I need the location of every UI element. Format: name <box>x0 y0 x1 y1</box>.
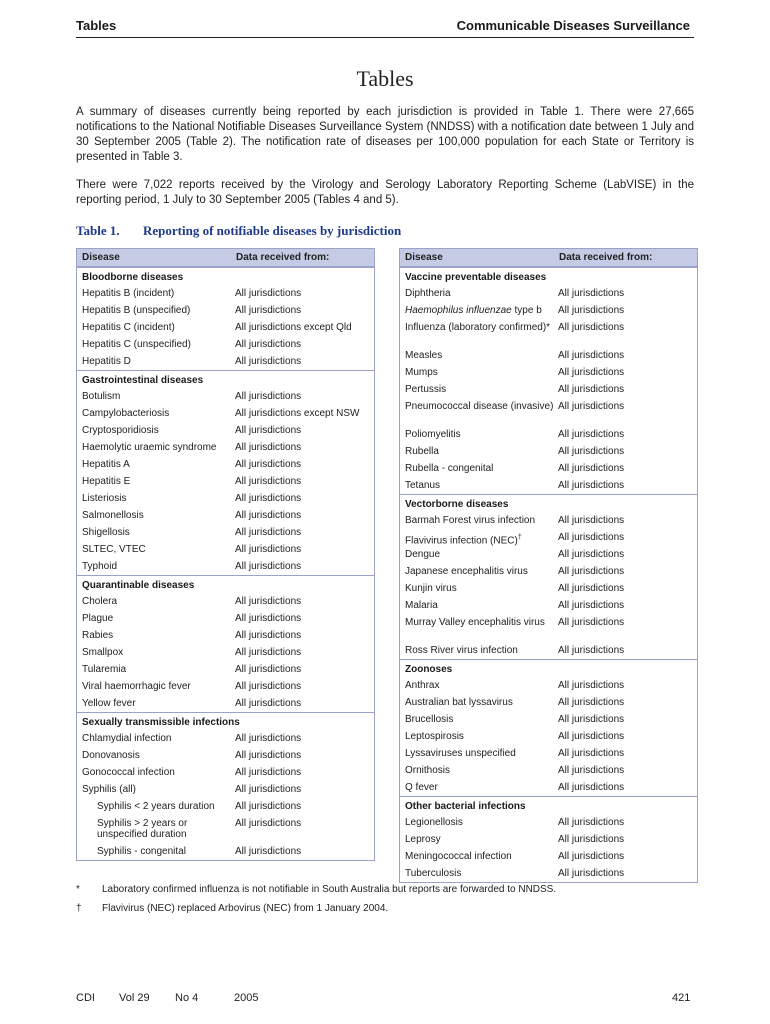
disease-name <box>400 305 558 319</box>
disease-name <box>400 731 558 745</box>
footer-year: 2005 <box>234 992 259 1004</box>
disease-table-right <box>399 248 698 883</box>
table-row <box>400 745 697 762</box>
disease-name <box>77 425 235 439</box>
data-received: All jurisdictions <box>558 367 625 378</box>
data-received: All jurisdictions <box>235 544 302 555</box>
data-received: All jurisdictions <box>235 561 302 572</box>
disease-name-text: Hepatitis B (incident) <box>82 288 175 299</box>
disease-name-text: Diphtheria <box>405 288 451 299</box>
column-header-disease: Disease <box>82 252 120 263</box>
data-received: All jurisdictions <box>235 305 302 316</box>
header-section-name: Tables <box>76 18 117 33</box>
disease-name-text: Shigellosis <box>82 527 130 538</box>
table-row <box>400 597 697 614</box>
disease-name-text: Tuberculosis <box>405 868 462 880</box>
data-received: All jurisdictions <box>235 698 302 709</box>
disease-name <box>400 429 558 443</box>
disease-name <box>77 801 235 815</box>
data-received: All jurisdictions <box>235 425 302 436</box>
disease-name-text: Poliomyelitis <box>405 429 461 440</box>
disease-name <box>77 510 235 524</box>
table-row <box>77 627 374 644</box>
disease-name-text: Murray Valley encephalitis virus <box>405 617 545 629</box>
table-row <box>77 747 374 764</box>
section-heading: Vectorborne diseases <box>400 494 697 512</box>
disease-name-text: SLTEC, VTEC <box>82 544 146 555</box>
disease-name <box>77 818 235 843</box>
table-row <box>400 398 697 426</box>
data-received: All jurisdictions <box>235 442 302 453</box>
data-received: All jurisdictions <box>235 647 302 658</box>
disease-name <box>77 733 235 747</box>
disease-name <box>400 401 558 426</box>
disease-name-text: Rabies <box>82 630 114 641</box>
disease-name-text: Anthrax <box>405 680 440 692</box>
table-row <box>400 677 697 694</box>
table-section <box>77 267 374 370</box>
table-row <box>400 831 697 848</box>
disease-name <box>400 532 558 546</box>
column-header-data-received: Data received from: <box>236 252 330 263</box>
table-row <box>400 381 697 398</box>
table-row <box>77 798 374 815</box>
footer-journal: CDI <box>76 992 95 1004</box>
disease-name-text: Pneumococcal disease (invasive) <box>405 401 554 412</box>
data-received: All jurisdictions <box>235 596 302 607</box>
disease-name-text: Listeriosis <box>82 493 127 504</box>
disease-name <box>77 698 235 712</box>
section-heading: Bloodborne diseases <box>77 267 374 285</box>
table-section <box>400 659 697 796</box>
disease-name-text: Hepatitis A <box>82 459 130 470</box>
disease-name-text: Syphilis (all) <box>82 784 136 795</box>
table-row <box>77 764 374 781</box>
disease-name <box>77 596 235 610</box>
data-received: All jurisdictions <box>235 510 302 521</box>
table-number: Table 1. <box>76 223 120 238</box>
data-received: All jurisdictions <box>235 664 302 675</box>
disease-name-text: Viral haemorrhagic fever <box>82 681 191 692</box>
table-row <box>400 563 697 580</box>
table-row <box>77 695 374 712</box>
table-row <box>77 815 374 843</box>
disease-name-text: Campylobacteriosis <box>82 408 170 419</box>
disease-name <box>400 322 558 347</box>
table-row <box>77 353 374 370</box>
disease-name-text: Typhoid <box>82 561 118 572</box>
disease-name-text: Syphilis > 2 years or unspecified duration <box>97 818 188 840</box>
disease-name-text: Leprosy <box>405 834 441 846</box>
disease-name <box>400 350 558 364</box>
table-row <box>77 302 374 319</box>
disease-name-text: Hepatitis D <box>82 356 131 367</box>
footnote-text: Laboratory confirmed influenza is not notifiable in South Australia but reports are forwarded to NNDSS. <box>102 884 557 895</box>
disease-name <box>400 463 558 477</box>
table-header-row <box>77 249 374 267</box>
table-row <box>77 524 374 541</box>
table-row <box>77 678 374 695</box>
disease-name <box>77 442 235 456</box>
table-row <box>77 456 374 473</box>
section-heading: Zoonoses <box>400 659 697 677</box>
data-received: All jurisdictions <box>558 350 625 361</box>
disease-name-text: Smallpox <box>82 647 124 658</box>
table-row <box>400 580 697 597</box>
table-row <box>77 336 374 353</box>
section-heading: Quarantinable diseases <box>77 575 374 593</box>
data-received: All jurisdictions <box>235 527 302 538</box>
disease-name <box>77 356 235 370</box>
data-received: All jurisdictions <box>235 288 302 299</box>
data-received: All jurisdictions <box>558 549 625 561</box>
disease-name <box>400 697 558 711</box>
disease-name-text: Australian bat lyssavirus <box>405 697 513 709</box>
disease-name <box>77 322 235 336</box>
disease-name-text: Donovanosis <box>82 750 140 761</box>
data-received: All jurisdictions <box>558 515 625 526</box>
footer-page-number: 421 <box>672 992 691 1004</box>
disease-name-text: Ornithosis <box>405 765 451 777</box>
table-section <box>77 575 374 712</box>
table-row <box>77 473 374 490</box>
table-section <box>400 494 697 659</box>
column-header-disease: Disease <box>405 252 443 263</box>
disease-name-text: Brucellosis <box>405 714 454 726</box>
data-received: All jurisdictions <box>235 356 302 367</box>
disease-name-text: Barmah Forest virus infection <box>405 515 536 526</box>
data-received: All jurisdictions <box>558 322 625 333</box>
disease-name <box>400 817 558 831</box>
table-row <box>77 730 374 747</box>
disease-name <box>400 645 558 659</box>
table-row <box>400 848 697 865</box>
table-caption <box>76 223 401 239</box>
data-received: All jurisdictions <box>235 493 302 504</box>
table-row <box>400 529 697 546</box>
disease-name-text: Cryptosporidiosis <box>82 425 159 436</box>
data-received: All jurisdictions <box>558 463 625 474</box>
disease-name <box>77 527 235 541</box>
data-received: All jurisdictions <box>558 834 625 846</box>
table-row <box>400 642 697 659</box>
table-section <box>77 370 374 575</box>
data-received: All jurisdictions <box>558 765 625 777</box>
section-heading: Gastrointestinal diseases <box>77 370 374 388</box>
data-received: All jurisdictions <box>235 630 302 641</box>
table-row <box>400 728 697 745</box>
disease-name-text: Salmonellosis <box>82 510 144 521</box>
footnote-reference: † <box>517 534 522 541</box>
disease-name <box>400 446 558 460</box>
data-received: All jurisdictions <box>235 459 302 470</box>
disease-name-text: Measles <box>405 350 443 361</box>
data-received: All jurisdictions <box>558 731 625 743</box>
footer-volume: Vol 29 <box>119 992 150 1004</box>
table-row <box>77 285 374 302</box>
table-section <box>77 712 374 860</box>
disease-name <box>400 834 558 848</box>
disease-name <box>77 846 235 860</box>
disease-name-text: type b <box>511 305 542 316</box>
data-received: All jurisdictions <box>558 600 625 612</box>
data-received: All jurisdictions <box>235 750 302 761</box>
data-received: All jurisdictions <box>558 384 625 395</box>
disease-name-text: Leptospirosis <box>405 731 464 743</box>
table-row <box>77 507 374 524</box>
data-received: All jurisdictions <box>235 391 302 402</box>
data-received: All jurisdictions except Qld <box>235 322 352 333</box>
disease-name-text: Chlamydial infection <box>82 733 172 744</box>
data-received: All jurisdictions except NSW <box>235 408 360 419</box>
table-row <box>400 614 697 642</box>
header-journal-section: Communicable Diseases Surveillance <box>456 18 690 33</box>
data-received: All jurisdictions <box>235 733 302 744</box>
disease-name <box>77 784 235 798</box>
footnote-mark: * <box>76 884 80 895</box>
disease-name-text: Rubella <box>405 446 439 457</box>
footer-issue: No 4 <box>175 992 199 1004</box>
data-received: All jurisdictions <box>235 767 302 778</box>
data-received: All jurisdictions <box>558 446 625 457</box>
disease-name <box>77 664 235 678</box>
disease-name <box>400 480 558 494</box>
disease-name-text: Tetanus <box>405 480 441 491</box>
disease-name-text: Rubella - congenital <box>405 463 494 474</box>
disease-name <box>400 367 558 381</box>
data-received: All jurisdictions <box>558 480 625 491</box>
data-received: All jurisdictions <box>235 476 302 487</box>
disease-name <box>400 617 558 642</box>
table-row <box>77 319 374 336</box>
table-section <box>400 796 697 882</box>
section-heading: Sexually transmissible infections <box>77 712 374 730</box>
table-row <box>77 422 374 439</box>
data-received: All jurisdictions <box>558 851 625 863</box>
disease-name-text: Yellow fever <box>82 698 136 709</box>
disease-name-text: Japanese encephalitis virus <box>405 566 528 578</box>
disease-name <box>77 544 235 558</box>
disease-name-text: Hepatitis E <box>82 476 131 487</box>
disease-name <box>400 515 558 529</box>
data-received: All jurisdictions <box>235 339 302 350</box>
data-received: All jurisdictions <box>558 532 625 543</box>
disease-name <box>77 493 235 507</box>
disease-name <box>400 714 558 728</box>
disease-name <box>77 305 235 319</box>
table-row <box>400 426 697 443</box>
table-row <box>77 388 374 405</box>
table-section <box>400 267 697 494</box>
table-row <box>400 814 697 831</box>
disease-name <box>400 566 558 580</box>
table-row <box>77 843 374 860</box>
disease-name-text: Influenza (laboratory confirmed)* <box>405 322 551 333</box>
disease-name-text: Syphilis - congenital <box>97 846 186 857</box>
table-row <box>400 762 697 779</box>
data-received: All jurisdictions <box>558 868 625 880</box>
disease-name-text: Syphilis < 2 years duration <box>97 801 215 812</box>
data-received: All jurisdictions <box>558 748 625 760</box>
table-row <box>400 512 697 529</box>
data-received: All jurisdictions <box>558 680 625 692</box>
section-heading: Other bacterial infections <box>400 796 697 814</box>
data-received: All jurisdictions <box>558 697 625 709</box>
intro-paragraph-2: There were 7,022 reports received by the Virology and Serology Laboratory Reporting Scheme (LabVISE) in the reporting period, 1 July to 30 September 2005 (Tables 4 and 5). <box>76 179 694 206</box>
disease-name <box>77 613 235 627</box>
disease-name-text: Gonococcal infection <box>82 767 175 778</box>
data-received: All jurisdictions <box>235 818 302 829</box>
table-row <box>400 460 697 477</box>
table-row <box>77 541 374 558</box>
table-row <box>400 347 697 364</box>
table-row <box>77 781 374 798</box>
data-received: All jurisdictions <box>558 782 625 794</box>
data-received: All jurisdictions <box>235 681 302 692</box>
section-heading: Vaccine preventable diseases <box>400 267 697 285</box>
table-row <box>77 593 374 610</box>
disease-name <box>400 868 558 882</box>
disease-name-text: Hepatitis B (unspecified) <box>82 305 191 316</box>
data-received: All jurisdictions <box>235 801 302 812</box>
table-row <box>400 477 697 494</box>
disease-table-left <box>76 248 375 861</box>
page-title: Tables <box>356 66 414 91</box>
table-row <box>77 644 374 661</box>
disease-name <box>77 288 235 302</box>
disease-name <box>400 680 558 694</box>
disease-name-text: Cholera <box>82 596 118 607</box>
data-received: All jurisdictions <box>235 613 302 624</box>
data-received: All jurisdictions <box>558 401 625 412</box>
disease-name <box>77 459 235 473</box>
disease-name <box>77 630 235 644</box>
table-row <box>400 302 697 319</box>
data-received: All jurisdictions <box>558 617 625 629</box>
table-row <box>400 779 697 796</box>
running-header <box>76 16 694 38</box>
disease-name <box>77 561 235 575</box>
data-received: All jurisdictions <box>558 288 625 299</box>
disease-name-text: Hepatitis C (incident) <box>82 322 175 333</box>
table-row <box>400 694 697 711</box>
disease-name <box>400 384 558 398</box>
footnote-mark: † <box>76 903 82 914</box>
data-received: All jurisdictions <box>558 305 625 316</box>
footnote-text: Flavivirus (NEC) replaced Arbovirus (NEC) from 1 January 2004. <box>102 903 389 914</box>
disease-name-text: Meningococcal infection <box>405 851 512 863</box>
table-row <box>400 285 697 302</box>
disease-name-text: Lyssaviruses unspecified <box>405 748 516 760</box>
data-received: All jurisdictions <box>558 714 625 726</box>
disease-name-italic: Haemophilus influenzae <box>405 305 512 316</box>
table-row <box>400 711 697 728</box>
disease-name-text: Legionellosis <box>405 817 463 829</box>
table-row <box>400 364 697 381</box>
disease-name <box>400 765 558 779</box>
disease-name <box>400 583 558 597</box>
disease-name <box>77 681 235 695</box>
disease-name-text: Mumps <box>405 367 438 378</box>
disease-name <box>77 750 235 764</box>
table-row <box>77 558 374 575</box>
disease-name <box>400 600 558 614</box>
data-received: All jurisdictions <box>558 645 625 657</box>
column-header-data-received: Data received from: <box>559 252 653 263</box>
disease-name-text: Tularemia <box>82 664 127 675</box>
data-received: All jurisdictions <box>558 583 625 595</box>
disease-name <box>77 767 235 781</box>
table-row <box>77 490 374 507</box>
table-row <box>77 661 374 678</box>
table-row <box>400 865 697 882</box>
disease-name <box>77 408 235 422</box>
table-row <box>400 546 697 563</box>
disease-name <box>400 288 558 302</box>
disease-name-text: Ross River virus infection <box>405 645 518 657</box>
data-received: All jurisdictions <box>235 784 302 795</box>
data-received: All jurisdictions <box>235 846 302 857</box>
disease-name-text: Q fever <box>405 782 438 794</box>
disease-name-text: Malaria <box>405 600 438 612</box>
disease-name <box>400 748 558 762</box>
disease-name <box>400 851 558 865</box>
data-received: All jurisdictions <box>558 429 625 440</box>
table-title: Reporting of notifiable diseases by jurisdiction <box>143 223 402 238</box>
disease-name-text: Kunjin virus <box>405 583 457 595</box>
disease-name-text: Botulism <box>82 391 121 402</box>
table-row <box>77 439 374 456</box>
disease-name-text: Plague <box>82 613 114 624</box>
intro-paragraph-1: A summary of diseases currently being reported by each jurisdiction is provided in Table 1. There were 27,665 notifications to the National Notifiable Diseases Surveillance System (NNDSS) with a notification date between 1 July and 30 September 2005 (Table 2). The notification rate of diseases per 100,000 population for each State or Territory is presented in Table 3. <box>76 106 694 163</box>
disease-name <box>400 549 558 563</box>
disease-name-text: Pertussis <box>405 384 447 395</box>
data-received: All jurisdictions <box>558 566 625 578</box>
table-row <box>400 443 697 460</box>
disease-name <box>77 476 235 490</box>
data-received: All jurisdictions <box>558 817 625 829</box>
disease-name <box>77 647 235 661</box>
disease-name-text: Dengue <box>405 549 441 561</box>
table-header-row <box>400 249 697 267</box>
disease-name <box>77 339 235 353</box>
table-row <box>400 319 697 347</box>
disease-name <box>77 391 235 405</box>
disease-name-text: Hepatitis C (unspecified) <box>82 339 191 350</box>
disease-name-text: Haemolytic uraemic syndrome <box>82 442 217 453</box>
table-row <box>77 405 374 422</box>
disease-name-text: Flavivirus infection (NEC) <box>405 535 518 547</box>
table-row <box>77 610 374 627</box>
disease-name <box>400 782 558 796</box>
